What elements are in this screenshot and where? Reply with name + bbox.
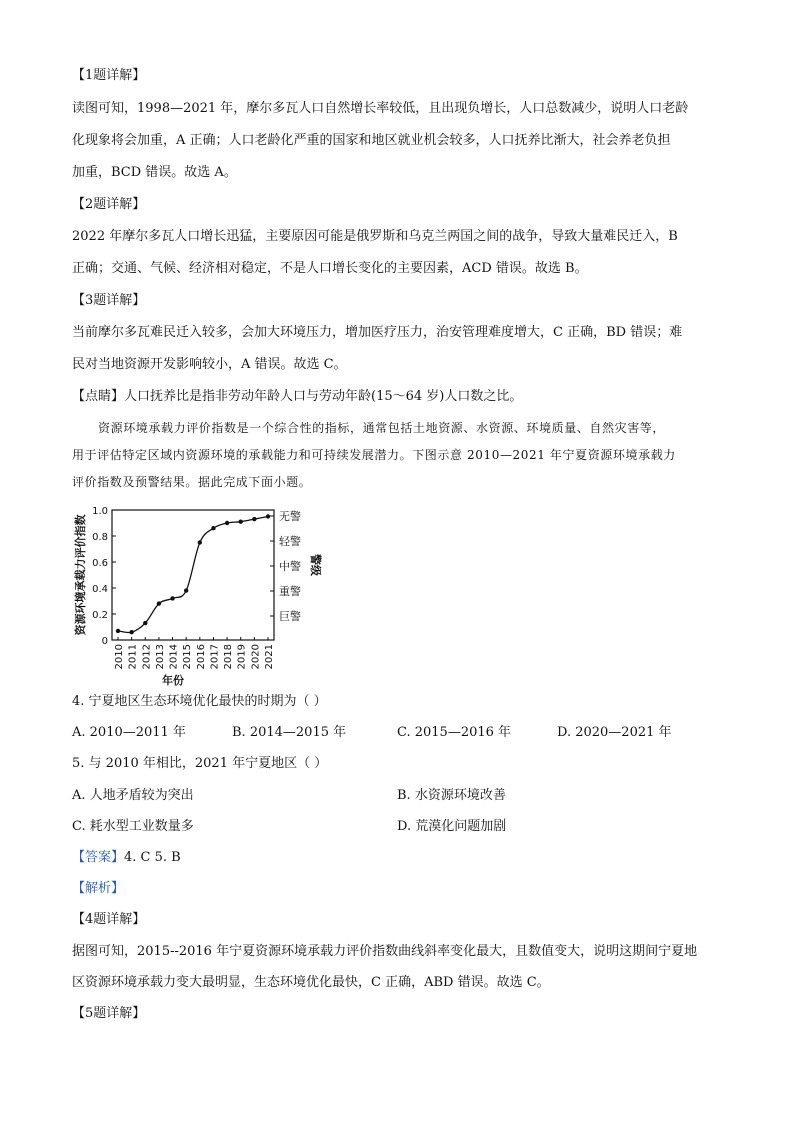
intro-line2: 用于评估特定区域内资源环境的承载能力和可持续发展潜力。下图示意 2010—2021 年宁夏资源环境承载力 <box>72 448 676 462</box>
paragraph-q1-line2: 化现象将会加重，A 正确；人口老龄化严重的国家和地区就业机会较多，人口抚养比渐大，社会养老负担 <box>72 133 671 148</box>
paragraph-q1-line1: 读图可知，1998—2021 年，摩尔多瓦人口自然增长率较低，且出现负增长，人口总数减少，说明人口老龄 <box>72 101 689 116</box>
right-tick-label: 无警 <box>279 510 301 523</box>
paragraph-q1-line3: 加重，BCD 错误。故选 A。 <box>72 165 237 180</box>
q5-option-c: C. 耗水型工业数量多 <box>72 819 194 834</box>
heading-q4: 【4题详解】 <box>72 912 146 927</box>
data-point <box>184 588 188 592</box>
y-tick-label: 1.0 <box>92 506 108 517</box>
y-tick-label: 0.6 <box>92 558 108 569</box>
analysis-heading: 【解析】 <box>72 881 125 896</box>
data-point <box>116 629 120 633</box>
question-5: 5. 与 2010 年相比，2021 年宁夏地区（ ） <box>72 756 328 771</box>
paragraph-q3-line1: 当前摩尔多瓦难民迁入较多，会加大环境压力，增加医疗压力，治安管理难度增大，C 正确，BD 错误；难 <box>72 325 683 340</box>
series-line <box>118 517 268 633</box>
x-tick-label: 2013 <box>154 644 166 670</box>
data-point <box>157 601 161 605</box>
data-point <box>266 514 270 518</box>
x-tick-label: 2021 <box>264 644 275 670</box>
x-axis-label: 年份 <box>162 674 184 687</box>
x-tick-label: 2012 <box>141 644 153 670</box>
right-tick-label: 重警 <box>279 585 301 598</box>
heading-q5: 【5题详解】 <box>72 1006 146 1021</box>
paragraph-q2-line2: 正确；交通、气候、经济相对稳定，不是人口增长变化的主要因素，ACD 错误。故选 B。 <box>72 261 588 276</box>
q5-option-a: A. 人地矛盾较为突出 <box>72 788 194 803</box>
y-tick-label: 0.8 <box>92 532 108 543</box>
paragraph-q3-line2: 民对当地资源开发影响较小，A 错误。故选 C。 <box>72 357 347 372</box>
data-point <box>239 520 243 524</box>
right-tick-label: 中警 <box>279 560 301 573</box>
tip-note: 【点睛】人口抚养比是指非劳动年龄人口与劳动年龄(15～64 岁)人口数之比。 <box>72 389 523 404</box>
plot-frame <box>112 510 274 640</box>
x-tick-label: 2017 <box>209 644 221 670</box>
data-point <box>143 621 147 625</box>
q4-option-b: B. 2014—2015 年 <box>232 725 347 740</box>
q5-option-b: B. 水资源环境改善 <box>397 788 506 803</box>
data-point <box>129 630 133 634</box>
x-tick-label: 2016 <box>195 644 207 670</box>
x-tick-label: 2010 <box>114 644 125 670</box>
heading-q3: 【3题详解】 <box>72 293 146 308</box>
right-tick-label: 巨警 <box>279 610 301 623</box>
x-tick-label: 2011 <box>127 644 139 670</box>
carrying-capacity-chart <box>68 498 348 688</box>
question-4: 4. 宁夏地区生态环境优化最快的时期为（ ） <box>72 694 327 709</box>
x-tick-label: 2018 <box>223 644 235 670</box>
y-tick-label: 0.4 <box>92 584 108 595</box>
right-tick-label: 轻警 <box>279 535 301 548</box>
x-tick-label: 2015 <box>182 644 194 670</box>
paragraph-q4-line2: 区资源环境承载力变大最明显，生态环境优化最快，C 正确，ABD 错误。故选 C。 <box>72 975 550 990</box>
y-tick-label: 0.2 <box>92 610 108 621</box>
q4-option-a: A. 2010—2011 年 <box>72 725 186 740</box>
answer-label: 【答案】 <box>72 850 125 865</box>
x-tick-label: 2020 <box>250 644 262 670</box>
y-tick-label: 0 <box>101 636 108 647</box>
q4-option-d: D. 2020—2021 年 <box>557 725 672 740</box>
answer-line <box>72 850 181 866</box>
paragraph-q4-line1: 据图可知，2015--2016 年宁夏资源环境承载力评价指数曲线斜率变化最大，且数值变大，说明这期间宁夏地 <box>72 944 698 959</box>
data-point <box>170 596 174 600</box>
data-point <box>252 517 256 521</box>
intro-line1: 资源环境承载力评价指数是一个综合性的指标，通常包括土地资源、水资源、环境质量、自然灾害等， <box>98 421 666 435</box>
right-axis-label: 警级 <box>309 554 322 576</box>
y-axis-label: 资源环境承载力评价指数 <box>74 514 87 636</box>
heading-q2: 【2题详解】 <box>72 197 146 212</box>
intro-line3: 评价指数及预警结果。据此完成下面小题。 <box>72 475 312 489</box>
x-tick-label: 2014 <box>168 644 180 670</box>
data-point <box>198 540 202 544</box>
q4-option-c: C. 2015—2016 年 <box>397 725 512 740</box>
x-tick-label: 2019 <box>236 644 248 670</box>
q5-option-d: D. 荒漠化问题加剧 <box>397 819 507 834</box>
heading-q1: 【1题详解】 <box>72 68 146 83</box>
data-point <box>211 526 215 530</box>
answer-text: 4. C 5. B <box>124 850 181 865</box>
data-point <box>225 521 229 525</box>
paragraph-q2-line1: 2022 年摩尔多瓦人口增长迅猛，主要原因可能是俄罗斯和乌克兰两国之间的战争，导致大量难民迁入，B <box>72 229 678 244</box>
